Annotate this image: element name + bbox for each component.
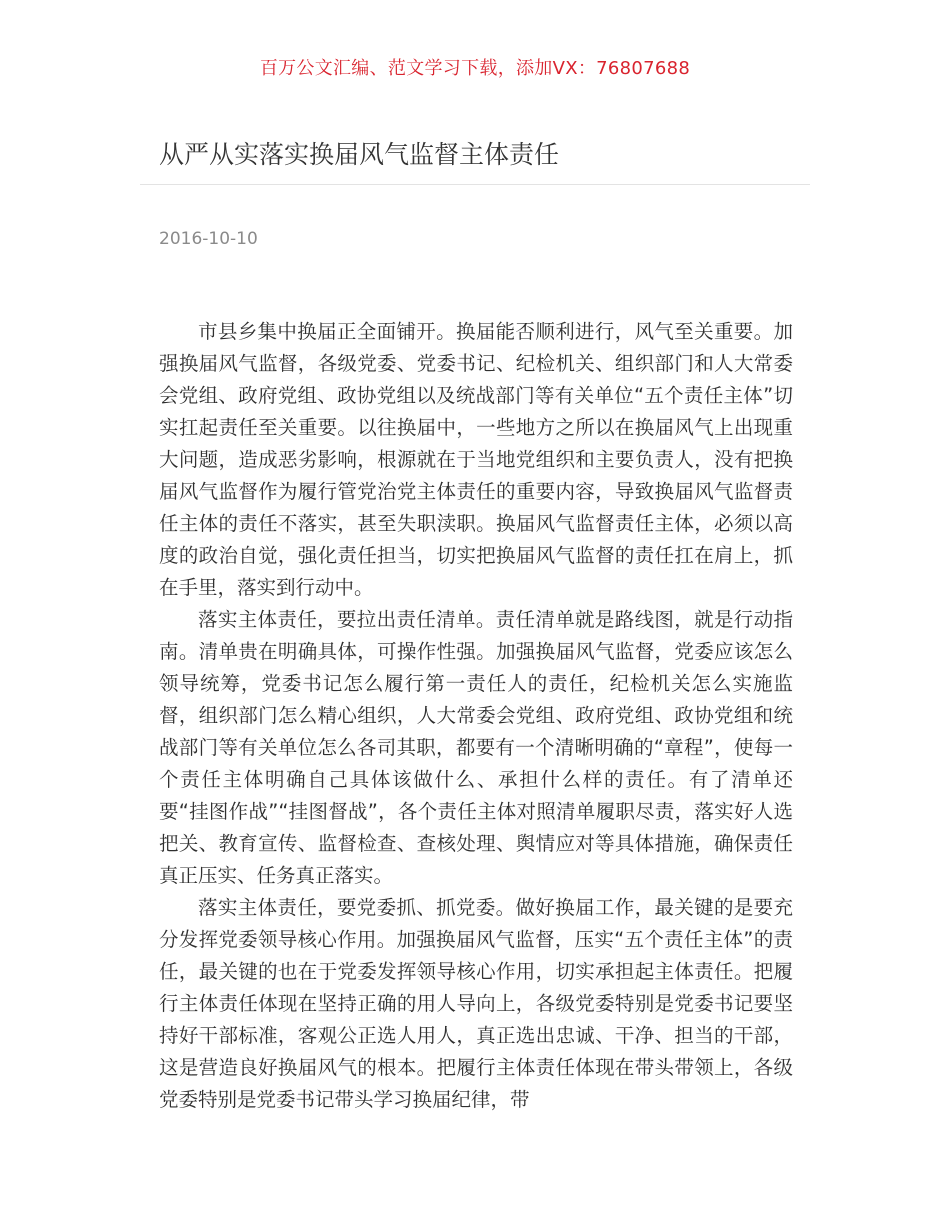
article-body — [159, 316, 793, 1116]
article-paragraph: 落实主体责任，要拉出责任清单。责任清单就是路线图，就是行动指南。清单贵在明确具体，可操作性强。加强换届风气监督，党委应该怎么领导统筹，党委书记怎么履行第一责任人的责任，纪检机关怎么实施监督，组织部门怎么精心组织，人大常委会党组、政府党组、政协党组和统战部门等有关单位怎么各司其职，都要有一个清晰明确的“章程”，使每一个责任主体明确自己具体该做什么、承担什么样的责任。有了清单还要“挂图作战”“挂图督战”，各个责任主体对照清单履职尽责，落实好人选把关、教育宣传、监督检查、查核处理、舆情应对等具体措施，确保责任真正压实、任务真正落实。 — [159, 608, 793, 887]
article-date: 2016-10-10 — [159, 229, 258, 249]
title-divider — [140, 184, 810, 185]
promo-banner: 百万公文汇编、范文学习下载，添加VX：76807688 — [259, 58, 691, 79]
article-title: 从严从实落实换届风气监督主体责任 — [159, 140, 560, 169]
article-paragraph: 落实主体责任，要党委抓、抓党委。做好换届工作，最关键的是要充分发挥党委领导核心作用。加强换届风气监督，压实“五个责任主体”的责任，最关键的也在于党委发挥领导核心作用，切实承担起主体责任。把履行主体责任体现在坚持正确的用人导向上，各级党委特别是党委书记要坚持好干部标准，客观公正选人用人，真正选出忠诚、干净、担当的干部，这是营造良好换届风气的根本。把履行主体责任体现在带头带领上，各级党委特别是党委书记带头学习换届纪律，带 — [159, 896, 793, 1111]
article-paragraph: 市县乡集中换届正全面铺开。换届能否顺利进行，风气至关重要。加强换届风气监督，各级党委、党委书记、纪检机关、组织部门和人大常委会党组、政府党组、政协党组以及统战部门等有关单位“五个责任主体”切实扛起责任至关重要。以往换届中，一些地方之所以在换届风气上出现重大问题，造成恶劣影响，根源就在于当地党组织和主要负责人，没有把换届风气监督作为履行管党治党主体责任的重要内容，导致换届风气监督责任主体的责任不落实，甚至失职渎职。换届风气监督责任主体，必须以高度的政治自觉，强化责任担当，切实把换届风气监督的责任扛在肩上，抓在手里，落实到行动中。 — [159, 320, 793, 599]
